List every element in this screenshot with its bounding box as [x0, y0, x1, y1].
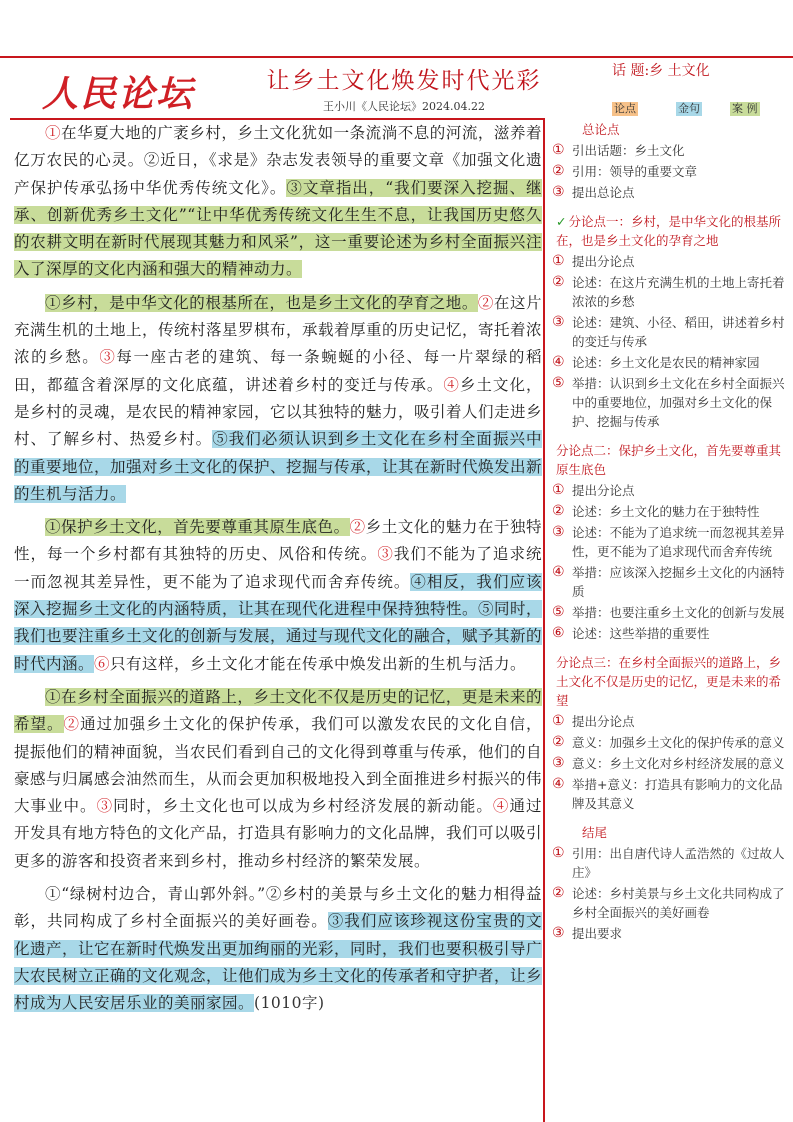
text-segment: ③ [99, 348, 117, 367]
article-paragraph [14, 120, 542, 284]
note-item-number: ① [552, 713, 565, 729]
note-item-number: ① [552, 845, 565, 861]
note-item [552, 884, 790, 922]
note-item-text: 引用：领导的重要文章 [572, 164, 698, 179]
article-body [14, 120, 542, 1024]
note-item-text: 论述：乡村美景与乡土文化共同构成了乡村全面振兴的美好画卷 [572, 886, 785, 920]
text-segment: ① [45, 124, 62, 142]
note-item [552, 481, 790, 500]
note-item-text: 意义：加强乡土文化的保护传承的意义 [572, 735, 785, 750]
highlight-golden-sentence: ④相反，我们应该深入挖掘乡土文化的内涵特质，让其在现代化进程中保持独特性。⑤同时，我们也要注重乡土文化的创新与发展，通过与现代文化的融合，赋予其新的时代内涵。 [14, 572, 543, 673]
note-item-text: 论述：在这片充满生机的土地上寄托着浓浓的乡愁 [572, 275, 785, 309]
note-item [552, 523, 790, 561]
note-item-text: 提出总论点 [572, 185, 635, 200]
note-item [552, 353, 790, 372]
text-segment: 乡土文化的魅力在于独特性，每一个乡村都有其独特的历史、风俗和传统。 [14, 518, 542, 564]
note-item-number: ② [552, 274, 565, 290]
highlight-argument: ①保护乡土文化，首先要尊重其原生底色。 [45, 518, 350, 537]
article-paragraph [14, 514, 542, 678]
note-item-text: 举措：认识到乡土文化在乡村全面振兴中的重要地位，加强对乡土文化的保护、挖掘与传承 [572, 376, 785, 429]
note-item-number: ① [552, 142, 565, 158]
note-item-text: 论述：不能为了追求统一而忽视其差异性，更不能为了追求现代而舍弃传统 [572, 525, 785, 559]
page-title: 让乡土文化焕发时代光彩 [266, 68, 542, 94]
text-segment: 同时，乡土文化也可以成为乡村经济发展的新动能。 [113, 797, 493, 816]
note-item-text: 意义：乡土文化对乡村经济发展的意义 [572, 756, 785, 771]
note-item-text: 引出话题：乡土文化 [572, 143, 685, 158]
note-section-heading [552, 653, 790, 710]
note-item-number: ② [552, 163, 565, 179]
note-item [552, 603, 790, 622]
note-item-number: ① [552, 253, 565, 269]
note-section-heading [552, 120, 790, 139]
note-item-number: ③ [552, 524, 565, 540]
note-item-number: ④ [552, 564, 565, 580]
note-item-text: 提出要求 [572, 926, 623, 941]
note-item [552, 712, 790, 731]
text-segment: ② [349, 518, 366, 537]
text-segment: ② [63, 715, 81, 734]
text-segment: 在华夏大地的广袤乡村，乡土文化犹如一条流淌不息的河流，滋养着亿万农民的心灵。②近日，《求是》杂志发表领导的重要文章《加强文化遗产保护传承弘扬中华优秀传统文化》。 [14, 124, 542, 197]
text-segment: ③ [96, 797, 114, 816]
note-item-number: ③ [552, 755, 565, 771]
text-segment: ③ [377, 545, 394, 564]
note-item-number: ② [552, 503, 565, 519]
note-item-text: 举措：应该深入挖掘乡土文化的内涵特质 [572, 565, 785, 599]
note-section-heading [552, 823, 790, 842]
topic-label: 话 题:乡 土文化 [612, 63, 710, 79]
note-item-text: 提出分论点 [572, 483, 635, 498]
note-item [552, 183, 790, 202]
note-item-number: ① [552, 482, 565, 498]
note-section-heading [552, 441, 790, 479]
highlight-golden-sentence: ③我们应该珍视这份宝贵的文化遗产，让它在新时代焕发出更加绚丽的光彩，同时，我们也要积极引导广大农民树立正确的文化观念，让他们成为乡土文化的传承者和守护者，让乡村成为人民安居乐业的美丽家园。 [14, 912, 543, 1013]
text-segment: ④ [443, 375, 460, 394]
note-item [552, 844, 790, 882]
note-item-number: ② [552, 885, 565, 901]
note-section-heading [552, 212, 790, 250]
top-rule [0, 56, 793, 58]
note-item [552, 273, 790, 311]
annotation-column [552, 120, 790, 943]
text-segment: 每一座古老的建筑、每一条蜿蜒的小径、每一片翠绿的稻田，都蕴含着深厚的文化底蕴，讲述着乡村的变迁与传承。 [14, 348, 542, 394]
text-segment: 我们不能为了追求统一而忽视其差异性，更不能为了追求现代而舍弃传统。 [14, 545, 542, 591]
note-item-text: 提出分论点 [572, 714, 635, 729]
note-heading-text: 分论点三：在乡村全面振兴的道路上，乡土文化不仅是历史的记忆，更是未来的希望 [556, 655, 782, 708]
text-segment: ①“绿树村边合，青山郭外斜。”②乡村的美景与乡土文化的魅力相得益彰，共同构成了乡村全面振兴的美好画卷。 [14, 885, 542, 931]
note-item [552, 252, 790, 271]
highlight-argument: ③文章指出，“我们要深入挖掘、继承、创新优秀乡土文化”“让中华优秀传统文化生生不息，让我国历史悠久的农耕文明在新时代展现其魅力和风采”，这一重要论述为乡村全面振兴注入了深厚的文化内涵和强大的精神动力。 [14, 178, 542, 279]
text-segment: 通过加强乡土文化的保护传承，我们可以激发农民的文化自信，提振他们的精神面貌，当农民们看到自己的文化得到尊重与传承，他们的自豪感与归属感会油然而生，从而会更加积极地投入到全面推进乡村振兴的伟大事业中。 [14, 715, 543, 816]
highlight-argument: ①乡村，是中华文化的根基所在，也是乡土文化的孕育之地。 [45, 293, 478, 312]
note-item-number: ⑤ [552, 604, 565, 620]
note-item-text: 引用：出自唐代诗人孟浩然的《过故人庄》 [572, 846, 785, 880]
note-item [552, 563, 790, 601]
note-item [552, 754, 790, 773]
note-item [552, 313, 790, 351]
logo: 人民论坛 [42, 73, 195, 115]
legend-argument: 论点 [614, 102, 636, 115]
note-heading-text: 总论点 [582, 122, 620, 137]
note-heading-text: 分论点一：乡村，是中华文化的根基所在，也是乡土文化的孕育之地 [556, 214, 781, 248]
check-icon: ✓ [556, 214, 567, 229]
highlight-argument: ①在乡村全面振兴的道路上，乡土文化不仅是历史的记忆，更是未来的希望。 [14, 687, 542, 734]
note-item-text: 举措+意义：打造具有影响力的文化品牌及其意义 [572, 777, 783, 811]
note-item-text: 提出分论点 [572, 254, 635, 269]
note-item-number: ⑤ [552, 375, 565, 391]
note-item [552, 162, 790, 181]
note-item-text: 论述：建筑、小径、稻田，讲述着乡村的变迁与传承 [572, 315, 785, 349]
legend-case: 案 例 [732, 102, 758, 115]
note-item-number: ④ [552, 776, 565, 792]
highlight-golden-sentence: ⑤我们必须认识到乡土文化在乡村全面振兴中的重要地位，加强对乡土文化的保护、挖掘与传承，让其在新时代焕发出新的生机与活力。 [14, 430, 543, 503]
note-item [552, 141, 790, 160]
text-segment: 乡土文化，是乡村的灵魂，是农民的精神家园，它以其独特的魅力，吸引着人们走进乡村、了解乡村、热爱乡村。 [14, 375, 543, 449]
article-paragraph [14, 290, 542, 508]
note-item [552, 374, 790, 431]
note-item-number: ④ [552, 354, 565, 370]
text-segment: 只有这样，乡土文化才能在传承中焕发出新的生机与活力。 [110, 654, 527, 673]
note-item [552, 775, 790, 813]
note-heading-text: 分论点二：保护乡土文化，首先要尊重其原生底色 [556, 443, 782, 477]
note-item-number: ③ [552, 925, 565, 941]
legend-golden-sentence: 金句 [678, 102, 700, 115]
text-segment: 在这片充满生机的土地上，传统村落星罗棋布，承载着厚重的历史记忆，寄托着浓浓的乡愁。 [14, 293, 543, 367]
note-item-number: ⑥ [552, 625, 565, 641]
note-item [552, 924, 790, 943]
text-segment: ⑥ [94, 654, 111, 673]
note-item-number: ③ [552, 314, 565, 330]
article-paragraph [14, 684, 542, 875]
note-item-text: 论述：这些举措的重要性 [572, 626, 710, 641]
text-segment: ④ [492, 797, 510, 816]
note-heading-text: 结尾 [582, 825, 608, 840]
note-item-number: ③ [552, 184, 565, 200]
word-count: (1010字) [254, 994, 325, 1013]
note-item-text: 论述：乡土文化的魅力在于独特性 [572, 504, 760, 519]
note-item-number: ② [552, 734, 565, 750]
text-segment: 通过开发具有地方特色的文化产品，打造具有影响力的文化品牌，我们可以吸引更多的游客和投资者来到乡村，推动乡村经济的繁荣发展。 [14, 797, 543, 870]
text-segment: ② [477, 293, 494, 312]
note-item-text: 举措：也要注重乡土文化的创新与发展 [572, 605, 785, 620]
note-item [552, 624, 790, 643]
note-item [552, 502, 790, 521]
byline: 王小川《人民论坛》2024.04.22 [323, 100, 485, 113]
column-divider [543, 118, 545, 1122]
article-paragraph [14, 881, 542, 1017]
note-item-text: 论述：乡土文化是农民的精神家园 [572, 355, 760, 370]
note-item [552, 733, 790, 752]
